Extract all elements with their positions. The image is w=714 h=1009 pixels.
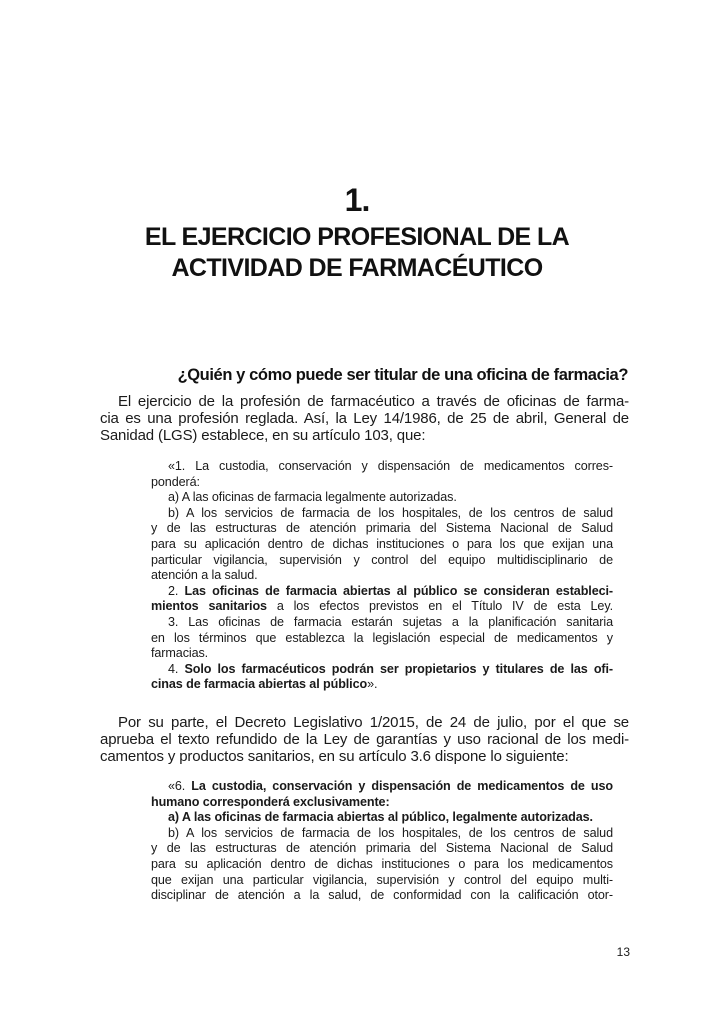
paragraph bbox=[100, 714, 629, 765]
quote-line: en los términos que establezca la legislación especial de medicamentos y bbox=[151, 630, 613, 645]
chapter-title-line: ACTIVIDAD DE FARMACÉUTICO bbox=[171, 254, 543, 282]
quote-emphasis: La custodia, conservación y dispensación de medicamentos de uso bbox=[191, 779, 613, 793]
chapter-title bbox=[90, 222, 624, 284]
quote-line: para su aplicación dentro de dichas instituciones o para los medicamentos bbox=[151, 856, 613, 871]
quote-line bbox=[151, 810, 613, 826]
quote-emphasis: a) A las oficinas de farmacia abiertas al público, legalmente autorizadas. bbox=[168, 810, 593, 825]
quote-emphasis: Solo los farmacéuticos podrán ser propietarios y titulares de las ofi- bbox=[184, 661, 614, 676]
quote-line: 3. Las oficinas de farmacia estarán sujetas a la planificación sanitaria bbox=[168, 614, 613, 629]
quote-text: 2. bbox=[168, 583, 185, 598]
text-line: camentos y productos sanitarios, en su artículo 3.6 dispone lo siguiente: bbox=[100, 748, 569, 765]
quote-line: para su aplicación dentro de dichas instituciones o para los que exijan una bbox=[151, 536, 613, 551]
quote-text: «6. bbox=[168, 779, 192, 793]
quote-line: a) A las oficinas de farmacia legalmente autorizadas. bbox=[168, 490, 457, 505]
chapter-title-line: EL EJERCICIO PROFESIONAL DE LA bbox=[144, 223, 570, 251]
section-heading: ¿Quién y cómo puede ser titular de una oficina de farmacia? bbox=[177, 366, 628, 384]
quote-line: b) A los servicios de farmacia de los hospitales, de los centros de salud bbox=[168, 825, 613, 840]
page-number: 13 bbox=[616, 945, 630, 959]
legal-quote bbox=[151, 459, 613, 693]
text-line: cia es una profesión reglada. Así, la Ley 14/1986, de 25 de abril, General de bbox=[100, 410, 629, 427]
text-line: aprueba el texto refundido de la Ley de garantías y uso racional de los medi- bbox=[100, 731, 629, 748]
text-line: Por su parte, el Decreto Legislativo 1/2015, de 24 de julio, por el que se bbox=[118, 714, 629, 731]
legal-quote bbox=[151, 779, 613, 904]
quote-line: atención a la salud. bbox=[151, 568, 258, 583]
quote-line: farmacias. bbox=[151, 646, 209, 661]
quote-line: «1. La custodia, conservación y dispensación de medicamentos corres- bbox=[168, 459, 613, 473]
quote-emphasis: Las oficinas de farmacia abiertas al público se consideran estableci- bbox=[184, 583, 614, 598]
quote-line: b) A los servicios de farmacia de los hospitales, de los centros de salud bbox=[168, 505, 613, 520]
chapter-number: 1. bbox=[344, 182, 370, 218]
quote-line bbox=[151, 584, 613, 600]
quote-line bbox=[151, 677, 613, 693]
quote-emphasis: humano corresponderá exclusivamente: bbox=[151, 794, 390, 809]
paragraph bbox=[100, 393, 629, 444]
quote-line: que exijan una particular vigilancia, supervisión y control del equipo multi- bbox=[151, 872, 613, 887]
text-line: Sanidad (LGS) establece, en su artículo 103, que: bbox=[100, 427, 426, 444]
quote-line bbox=[151, 795, 613, 811]
quote-text: a los efectos previstos en el Título IV de esta Ley. bbox=[266, 599, 613, 614]
quote-line bbox=[151, 662, 613, 678]
quote-line: disciplinar de atención a la salud, de conformidad con la calificación otor- bbox=[151, 888, 613, 903]
quote-text: ». bbox=[367, 677, 378, 692]
text-line: El ejercicio de la profesión de farmacéutico a través de oficinas de farma- bbox=[118, 393, 629, 410]
quote-emphasis: cinas de farmacia abiertas al público bbox=[151, 677, 368, 692]
quote-emphasis: mientos sanitarios bbox=[151, 599, 267, 614]
quote-text: 4. bbox=[168, 661, 185, 676]
quote-line: ponderá: bbox=[151, 474, 200, 489]
quote-line: y de las estructuras de atención primaria del Sistema Nacional de Salud bbox=[151, 521, 613, 536]
quote-line: y de las estructuras de atención primaria del Sistema Nacional de Salud bbox=[151, 841, 613, 856]
quote-line: particular vigilancia, supervisión y control del equipo multidisciplinario de bbox=[151, 552, 613, 567]
quote-line bbox=[151, 599, 613, 615]
quote-line bbox=[151, 779, 613, 795]
